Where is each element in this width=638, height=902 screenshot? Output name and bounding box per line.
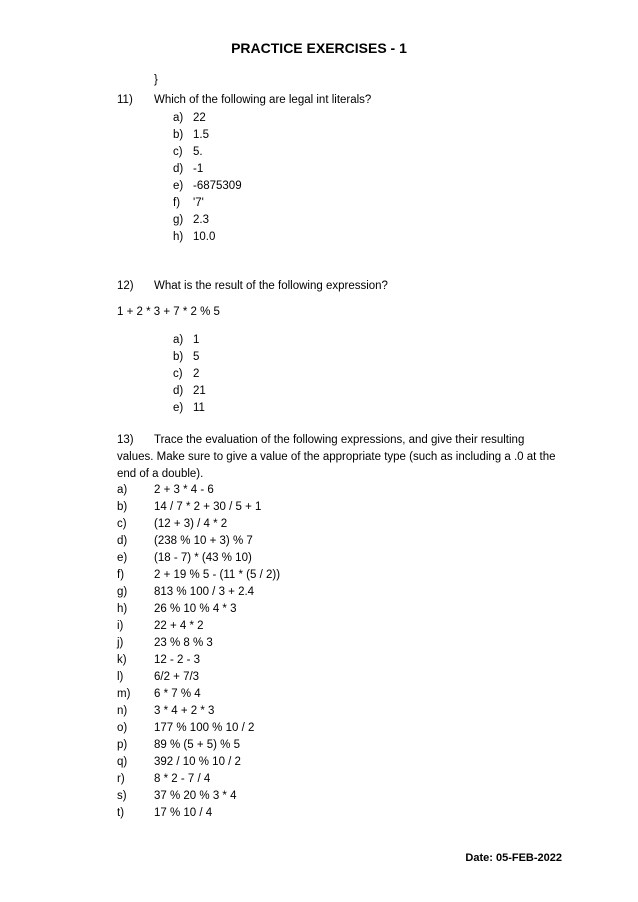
q12-text: What is the result of the following expression? — [154, 280, 388, 292]
q11-options — [173, 110, 242, 246]
q12-option: e) 11 — [173, 402, 205, 414]
q13-expression-row: o) 177 % 100 % 10 / 2 — [117, 722, 255, 734]
q13-paragraph — [117, 432, 557, 483]
q12-options — [173, 332, 206, 417]
q13-expression-row: k) 12 - 2 - 3 — [117, 654, 201, 666]
q13-expression-row: d) (238 % 10 + 3) % 7 — [117, 535, 253, 547]
q12-option: c) 2 — [173, 368, 200, 380]
q13-expression-row: t) 17 % 10 / 4 — [117, 807, 213, 819]
q13-number: 13) — [117, 434, 134, 446]
q13-expression-row: a) 2 + 3 * 4 - 6 — [117, 484, 214, 496]
q12-option: a) 1 — [173, 334, 200, 346]
q13-expression-row: m) 6 * 7 % 4 — [117, 688, 201, 700]
q12-option: d) 21 — [173, 385, 206, 397]
q13-expression-row: f) 2 + 19 % 5 - (11 * (5 / 2)) — [117, 569, 281, 581]
q13-expression-row: q) 392 / 10 % 10 / 2 — [117, 756, 241, 768]
closing-brace: } — [154, 74, 158, 86]
q13-expression-row: i) 22 + 4 * 2 — [117, 620, 204, 632]
q11-number: 11) — [117, 94, 133, 106]
q11-option: h) 10.0 — [173, 231, 216, 243]
q13-expression-row: j) 23 % 8 % 3 — [117, 637, 213, 649]
q13-expression-row: e) (18 - 7) * (43 % 10) — [117, 552, 252, 564]
q11-option: a) 22 — [173, 112, 206, 124]
q13-expression-row: g) 813 % 100 / 3 + 2.4 — [117, 586, 255, 598]
q13-expression-row: s) 37 % 20 % 3 * 4 — [117, 790, 237, 802]
q13-text: Trace the evaluation of the following expressions, and give their resulting values. Make sure to give a value of the appropriate type (such as including a .0 at the end of a double). — [117, 434, 556, 480]
q11-option: g) 2.3 — [173, 214, 209, 226]
q13-expression-row: l) 6/2 + 7/3 — [117, 671, 200, 683]
q11-option: f) '7' — [173, 197, 204, 209]
q13-expression-row: b) 14 / 7 * 2 + 30 / 5 + 1 — [117, 501, 262, 513]
q13-expression-row: r) 8 * 2 - 7 / 4 — [117, 773, 211, 785]
q13-expression-row: n) 3 * 4 + 2 * 3 — [117, 705, 215, 717]
q11-option: d) -1 — [173, 163, 204, 175]
q11-option: b) 1.5 — [173, 129, 209, 141]
q11-option: e) -6875309 — [173, 180, 242, 192]
q13-expression-row: p) 89 % (5 + 5) % 5 — [117, 739, 240, 751]
page-title: PRACTICE EXERCISES - 1 — [231, 40, 407, 56]
q11-option: c) 5. — [173, 146, 203, 158]
q12-expression: 1 + 2 * 3 + 7 * 2 % 5 — [117, 306, 220, 318]
q12-option: b) 5 — [173, 351, 200, 363]
q13-expressions — [117, 482, 280, 822]
q11-text: Which of the following are legal int literals? — [154, 94, 372, 106]
q13-expression-row: c) (12 + 3) / 4 * 2 — [117, 518, 228, 530]
footer-date: Date: 05-FEB-2022 — [465, 852, 562, 864]
q13-expression-row: h) 26 % 10 % 4 * 3 — [117, 603, 237, 615]
q12-number: 12) — [117, 280, 134, 292]
